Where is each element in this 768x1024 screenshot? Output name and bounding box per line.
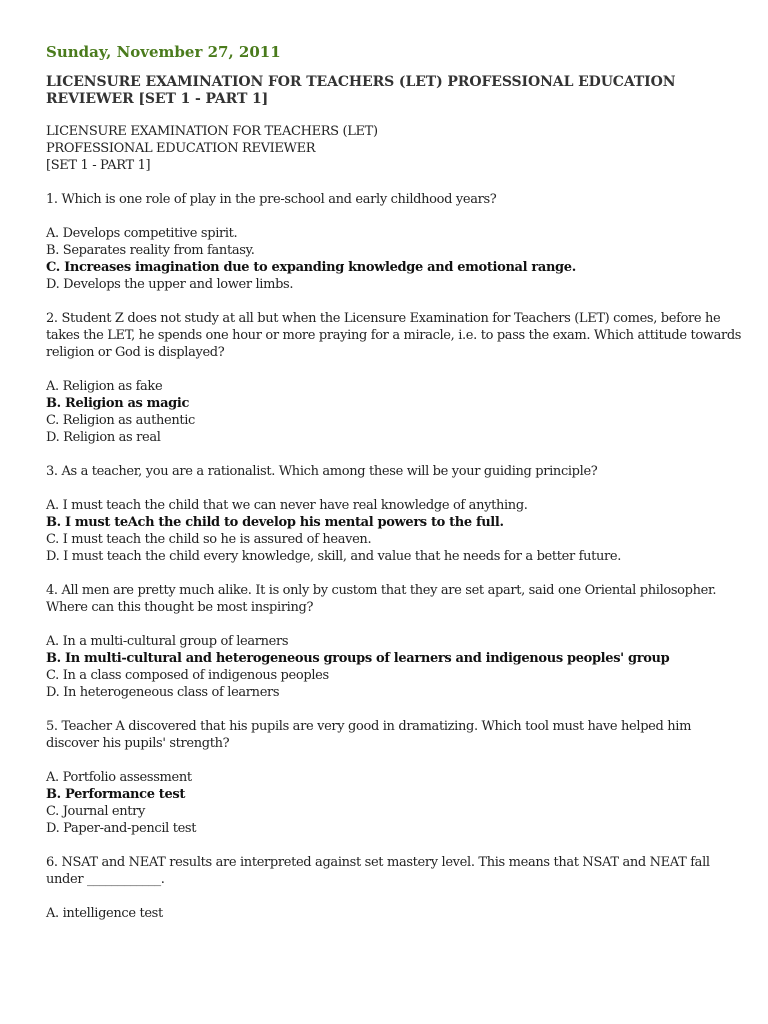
- question-text: 6. NSAT and NEAT results are interpreted against set mastery level. This means that NSAT and NEAT fall under ____________.: [46, 855, 710, 887]
- intro-line: [SET 1 - PART 1]: [46, 158, 151, 173]
- answer-choice: D. Religion as real: [46, 430, 161, 445]
- intro-line: PROFESSIONAL EDUCATION REVIEWER: [46, 141, 316, 156]
- question-text: 5. Teacher A discovered that his pupils are very good in dramatizing. Which tool must have helped him discover his pupils' strength?: [46, 719, 692, 751]
- post-title[interactable]: LICENSURE EXAMINATION FOR TEACHERS (LET) PROFESSIONAL EDUCATION REVIEWER [SET 1 - PART 1]: [46, 74, 676, 107]
- correct-answer-choice: B. I must teAch the child to develop his mental powers to the full.: [46, 515, 504, 530]
- question-text: 1. Which is one role of play in the pre-school and early childhood years?: [46, 192, 497, 207]
- correct-answer-choice: B. Religion as magic: [46, 396, 190, 411]
- correct-answer-choice: C. Increases imagination due to expanding knowledge and emotional range.: [46, 260, 576, 275]
- intro-line: LICENSURE EXAMINATION FOR TEACHERS (LET): [46, 124, 378, 139]
- answer-choice: A. Develops competitive spirit.: [46, 226, 238, 241]
- answer-choice: B. Separates reality from fantasy.: [46, 243, 255, 258]
- answer-choice: A. Portfolio assessment: [46, 770, 192, 785]
- question-text: 2. Student Z does not study at all but when the Licensure Examination for Teachers (LET) comes, before he takes the LET, he spends one hour or more praying for a miracle, i.e. to pass the exam. Which attitude towards religion or God is displayed?: [46, 311, 742, 360]
- answer-choice: C. In a class composed of indigenous peoples: [46, 668, 329, 683]
- answer-choice: D. I must teach the child every knowledge, skill, and value that he needs for a better future.: [46, 549, 621, 564]
- question-text: 3. As a teacher, you are a rationalist. Which among these will be your guiding principle?: [46, 464, 598, 479]
- answer-choice: D. In heterogeneous class of learners: [46, 685, 280, 700]
- correct-answer-choice: B. In multi-cultural and heterogeneous groups of learners and indigenous peoples' group: [46, 651, 670, 666]
- blog-post: [46, 40, 746, 922]
- correct-answer-choice: B. Performance test: [46, 787, 185, 802]
- answer-choice: D. Paper-and-pencil test: [46, 821, 197, 836]
- post-body: [46, 123, 746, 922]
- answer-choice: C. Religion as authentic: [46, 413, 195, 428]
- answer-choice: A. Religion as fake: [46, 379, 163, 394]
- answer-choice: A. In a multi-cultural group of learners: [46, 634, 289, 649]
- answer-choice: D. Develops the upper and lower limbs.: [46, 277, 294, 292]
- answer-choice: C. I must teach the child so he is assured of heaven.: [46, 532, 372, 547]
- answer-choice: A. I must teach the child that we can never have real knowledge of anything.: [46, 498, 528, 513]
- answer-choice: A. intelligence test: [46, 906, 163, 921]
- question-text: 4. All men are pretty much alike. It is only by custom that they are set apart, said one Oriental philosopher. Where can this thought be most inspiring?: [46, 583, 717, 615]
- post-date: Sunday, November 27, 2011: [46, 43, 281, 61]
- answer-choice: C. Journal entry: [46, 804, 146, 819]
